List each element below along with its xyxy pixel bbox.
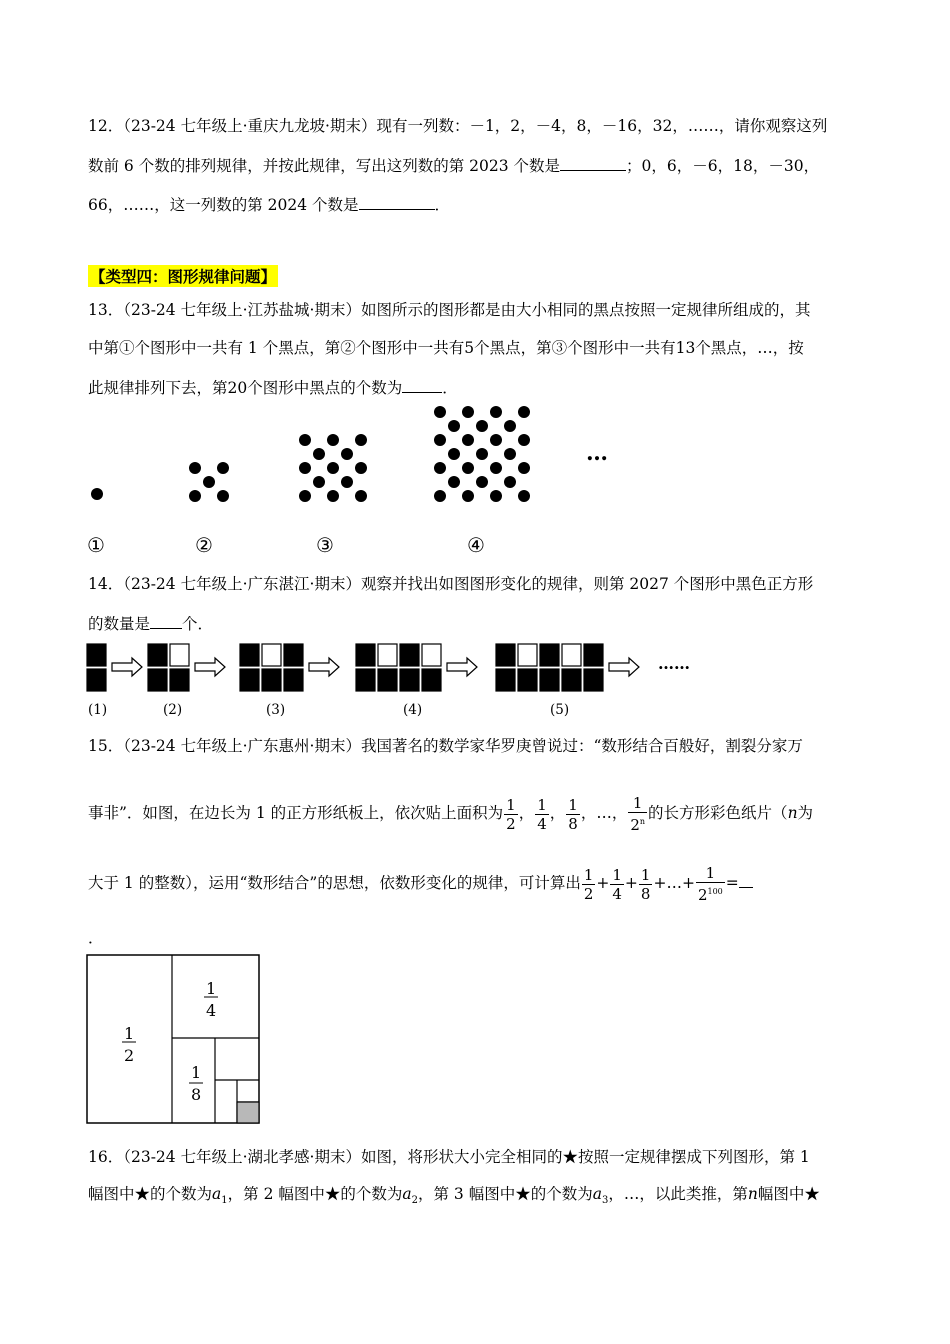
dot-fig3 (341, 476, 353, 488)
square-fig4 (422, 644, 441, 666)
dot-fig3 (327, 462, 339, 474)
square-fig5 (496, 644, 515, 666)
fig-half-den: 2 (124, 1046, 135, 1065)
dot-fig3 (299, 462, 311, 474)
q13-text-3a: 此规律排列下去，第20个图形中黑点的个数为 (88, 379, 403, 397)
q14-line-1: 14．（23-24 七年级上·广东湛江·期末）观察并找出如图图形变化的规律，则第 2027 个图形中黑色正方形 (88, 575, 814, 593)
dot-fig3 (355, 490, 367, 502)
q12-text-2b: ；0，6，－6，18，－30， (626, 157, 820, 175)
dot-fig4 (462, 406, 474, 418)
square-fig2 (148, 669, 167, 691)
fraction-half: $\frac{1}{2}$ (506, 795, 516, 833)
dot-fig2 (189, 490, 201, 502)
dot-fig2 (217, 462, 229, 474)
square-fig5 (518, 644, 537, 666)
q12-text-3b: ． (434, 196, 451, 214)
square-fig1 (87, 644, 106, 666)
square-fig5 (518, 669, 537, 691)
arrow-right-icon (309, 658, 339, 676)
q13-ellipsis: … (586, 440, 608, 466)
q13-dot-figures (0, 400, 950, 510)
fraction-2n: $\frac{1}{2^n}$ (630, 794, 646, 834)
fig-quarter-num: 1 (206, 979, 217, 998)
q14-text-2b: 个． (182, 615, 214, 633)
q16-line-1: 16．（23-24 七年级上·湖北孝感·期末）如图，将形状大小完全相同的★按照一定规律摆成下列图形，第 1 (88, 1148, 810, 1166)
q12-line-3 (88, 193, 450, 215)
dot-fig4 (518, 462, 530, 474)
square-fig2 (170, 669, 189, 691)
square-fig5 (584, 644, 603, 666)
q13-line-3 (88, 376, 458, 398)
sum-term-2-100: $\frac{1}{2^{100}}$ (697, 864, 723, 904)
dot-fig4 (518, 434, 530, 446)
dot-fig4 (504, 420, 516, 432)
q13-line-1: 13．（23-24 七年级上·江苏盐城·期末）如图所示的图形都是由大小相同的黑点按照一定规律所组成的，其 (88, 301, 811, 319)
dot-fig4 (504, 476, 516, 488)
dot-fig4 (462, 490, 474, 502)
dot-fig4 (448, 476, 460, 488)
fig-eighth-num: 1 (191, 1063, 202, 1082)
dot-fig4 (476, 420, 488, 432)
q13-answer-blank[interactable] (402, 376, 442, 393)
q14-label-5: (5) (550, 702, 570, 718)
q13-label-1: ① (87, 533, 105, 557)
dot-fig3 (327, 490, 339, 502)
square-fig3 (240, 644, 259, 666)
square-fig1 (87, 669, 106, 691)
dot-fig3 (355, 462, 367, 474)
dot-fig2 (217, 490, 229, 502)
dot-fig4 (518, 406, 530, 418)
dot-fig4 (448, 448, 460, 460)
q14-label-2: (2) (163, 702, 183, 718)
q15-line-1: 15．（23-24 七年级上·广东惠州·期末）我国著名的数学家华罗庚曾说过：“数形结合百般好，割裂分家万 (88, 737, 803, 755)
dot-fig4 (490, 490, 502, 502)
q12-text-3a: 66，……，这一列数的第 2024 个数是 (88, 196, 359, 214)
dot-fig4 (490, 406, 502, 418)
dot-fig4 (490, 462, 502, 474)
q15-line-4: ． (88, 929, 104, 947)
arrow-right-icon (195, 658, 225, 676)
square-fig4 (378, 669, 397, 691)
square-fig3 (284, 669, 303, 691)
q12-text-2a: 数前 6 个数的排列规律，并按此规律，写出这列数的第 2023 个数是 (88, 157, 561, 175)
q14-ellipsis: …… (658, 654, 690, 673)
sum-term-half: $\frac{1}{2}$ (583, 865, 594, 903)
q16-line-2: 幅图中★的个数为$a_1$，第 2 幅图中★的个数为$a_2$，第 3 幅图中★的个数为$a_3$，…，以此类推，第n幅图中★ (88, 1185, 820, 1207)
square-fig4 (400, 644, 419, 666)
square-fig2 (148, 644, 167, 666)
q14-label-4: (4) (403, 702, 423, 718)
dot-fig3 (341, 448, 353, 460)
q15-line-2: 事非”．如图，在边长为 1 的正方形纸板上，依次贴上面积为 $\frac{1}{2}$ ， $\frac{1}{4}$ ， $\frac{1}{8}$ ，…， $\frac{1}{2^n}$ 的长方形彩色纸片（n为 (88, 794, 814, 834)
dot-fig1 (91, 488, 103, 500)
dot-fig3 (299, 490, 311, 502)
dot-fig4 (434, 406, 446, 418)
dot-fig4 (476, 448, 488, 460)
square-fig5 (562, 644, 581, 666)
fig-quarter-den: 4 (206, 1001, 217, 1020)
q13-label-4: ④ (467, 533, 485, 557)
square-fig4 (356, 644, 375, 666)
dot-fig4 (518, 490, 530, 502)
dot-fig4 (462, 462, 474, 474)
square-fig3 (284, 644, 303, 666)
dot-fig3 (327, 434, 339, 446)
arrow-right-icon (609, 658, 639, 676)
dot-fig4 (434, 462, 446, 474)
q14-label-3: (3) (266, 702, 286, 718)
square-fig2 (170, 644, 189, 666)
fraction-quarter: $\frac{1}{4}$ (537, 795, 547, 833)
q13-label-2: ② (195, 533, 213, 557)
q14-line-2 (88, 612, 213, 634)
q12-answer-blank-1[interactable] (560, 154, 626, 171)
q14-label-1: (1) (88, 702, 108, 718)
arrow-right-icon (447, 658, 477, 676)
sum-term-eighth: $\frac{1}{8}$ (640, 865, 651, 903)
square-fig3 (262, 669, 281, 691)
square-fig5 (562, 669, 581, 691)
q14-answer-blank[interactable] (150, 612, 182, 629)
dot-fig2 (203, 476, 215, 488)
dot-fig2 (189, 462, 201, 474)
fig-half-num: 1 (124, 1024, 135, 1043)
q15-line-3: 大于 1 的整数），运用“数形结合”的思想，依数形变化的规律，可计算出 $\frac{1}{2}$ + $\frac{1}{4}$ + $\frac{1}{8}$ +…+ $\frac{1}{2^{100}}$ = (88, 860, 753, 906)
dot-fig3 (313, 476, 325, 488)
square-fig4 (378, 644, 397, 666)
q12-line-2 (88, 154, 819, 176)
section-heading: 【类型四：图形规律问题】 (88, 265, 278, 287)
square-fig5 (496, 669, 515, 691)
square-fig4 (422, 669, 441, 691)
dot-fig3 (313, 448, 325, 460)
q13-text-3b: ． (442, 379, 458, 397)
q15-answer-blank[interactable] (739, 871, 753, 888)
square-fig5 (540, 644, 559, 666)
dot-fig4 (434, 434, 446, 446)
q14-text-2a: 的数量是 (88, 615, 151, 633)
fig-eighth-den: 8 (191, 1085, 202, 1104)
dot-fig4 (476, 476, 488, 488)
q15-text-2a: 事非”．如图，在边长为 1 的正方形纸板上，依次贴上面积为 (88, 804, 504, 822)
dot-fig4 (462, 434, 474, 446)
q12-answer-blank-2[interactable] (359, 193, 435, 210)
square-fig3 (262, 644, 281, 666)
q13-label-3: ③ (316, 533, 334, 557)
dot-fig4 (490, 434, 502, 446)
dot-fig4 (504, 448, 516, 460)
square-fig5 (584, 669, 603, 691)
shaded-remainder (237, 1102, 259, 1123)
dot-fig3 (355, 434, 367, 446)
q15-text-3a: 大于 1 的整数），运用“数形结合”的思想，依数形变化的规律，可计算出 (88, 874, 581, 892)
dot-fig4 (448, 420, 460, 432)
q13-line-2: 中第①个图形中一共有 1 个黑点，第②个图形中一共有5个黑点，第③个图形中一共有13个黑点，…，按 (88, 339, 804, 357)
q12-line-1: 12．（23-24 七年级上·重庆九龙坡·期末）现有一列数：－1，2，－4，8，－16，32，……，请你观察这列 (88, 117, 828, 135)
q15-text-2e: 的长方形彩色纸片（ (648, 804, 788, 822)
sum-term-quarter: $\frac{1}{4}$ (612, 865, 622, 903)
fraction-eighth: $\frac{1}{8}$ (568, 795, 578, 833)
dot-fig3 (299, 434, 311, 446)
q16-text-2a: 幅图中★的个数为 (88, 1185, 213, 1203)
square-fig4 (400, 669, 419, 691)
square-fig3 (240, 669, 259, 691)
q14-square-figures (0, 640, 950, 700)
square-fig4 (356, 669, 375, 691)
square-fig5 (540, 669, 559, 691)
dot-fig4 (434, 490, 446, 502)
arrow-right-icon (112, 658, 142, 676)
q15-square-figure (86, 954, 262, 1126)
